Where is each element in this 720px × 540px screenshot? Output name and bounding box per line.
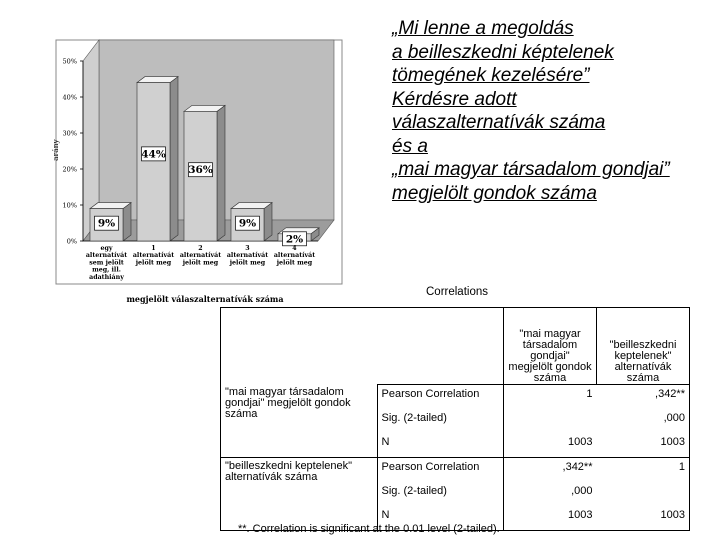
bar [137, 83, 170, 241]
table-cell: 1 [504, 384, 597, 409]
x-tick-label: jelölt meg [182, 259, 219, 267]
title-line: „mai magyar társadalom gondjai” [392, 159, 670, 180]
correlations-title: Correlations [426, 286, 488, 298]
table-cell [597, 482, 690, 506]
row-stat-label: Pearson Correlation [377, 457, 504, 482]
x-tick-label: jelölt meg [135, 259, 172, 267]
table-row [221, 457, 690, 482]
bar-side [264, 203, 272, 241]
title-line: „Mi lenne a megoldás [392, 18, 574, 39]
data-label: 9% [238, 217, 257, 230]
y-tick-label: 40% [62, 93, 77, 102]
bar-chart [0, 0, 390, 310]
x-tick-label: 3 [245, 245, 250, 252]
bar-side [217, 105, 225, 241]
title-line: a beilleszkedni képtelenek [392, 41, 614, 63]
y-tick-label: 30% [62, 129, 77, 138]
bar-side [123, 203, 131, 241]
title-line: tömegének kezelésére” [392, 65, 590, 86]
column-header: "mai magyar társadalom gondjai" megjelölt gondok száma [504, 308, 597, 385]
x-tick-label: 2 [198, 245, 203, 252]
table-cell: 1003 [504, 506, 597, 531]
bar-chart-svg [0, 0, 390, 310]
table-cell: 1003 [597, 433, 690, 458]
y-tick-label: 50% [62, 57, 77, 66]
title-line: válaszalternatívák száma [392, 112, 606, 133]
title-line: és a [392, 135, 428, 157]
x-tick-label: adathiány [89, 273, 124, 281]
x-tick-label: 1 [151, 245, 156, 252]
title-line: Kérdésre adott [392, 88, 517, 110]
title-line: megjelölt gondok száma [392, 182, 597, 204]
row-stat-label: Sig. (2-tailed) [381, 484, 447, 497]
table-row [221, 384, 690, 409]
y-axis-title: arány [51, 139, 60, 161]
row-stat-label: Pearson Correlation [377, 384, 504, 409]
x-tick-label: egy [100, 245, 113, 252]
y-tick-label: 20% [62, 165, 77, 174]
x-tick-label: alternatívát [179, 252, 222, 260]
corner-cell [221, 308, 378, 385]
x-tick-label: sem jelölt [89, 259, 124, 267]
table-cell: ,342** [597, 384, 690, 409]
table-cell: ,000 [597, 409, 690, 433]
row-stat-label: N [377, 433, 504, 458]
table-cell: ,342** [504, 457, 597, 482]
table-footnote: **. Correlation is significant at the 0.01 level (2-tailed). [238, 523, 500, 535]
y-tick-label: 0% [66, 237, 77, 246]
correlations-table [220, 307, 690, 531]
table-cell: ,000 [504, 482, 597, 506]
row-group-label: "mai magyar társadalom gondjai" megjelölt gondok száma [221, 384, 378, 457]
x-axis-title: megjelölt válaszalternatívák száma [126, 294, 284, 304]
x-tick-label: meg, ill. [92, 266, 121, 274]
data-label: 9% [97, 217, 116, 230]
corner-cell [377, 308, 504, 385]
header-row [221, 308, 690, 385]
data-label: 36% [188, 164, 213, 177]
row-group-label: "beilleszkedni keptelenek" alternatívák száma [221, 457, 378, 530]
x-tick-label: alternatívát [132, 252, 175, 260]
y-tick-label: 10% [62, 201, 77, 210]
x-tick-label: 4 [292, 245, 297, 252]
table-cell [504, 409, 597, 433]
table-cell: 1003 [504, 433, 597, 458]
data-label: 44% [141, 148, 166, 161]
x-tick-label: alternatívát [273, 252, 316, 260]
table-cell: 1003 [597, 506, 690, 531]
x-tick-label: alternatívát [226, 252, 269, 260]
slide-title [392, 17, 718, 205]
data-label: 2% [285, 233, 304, 246]
x-tick-label: alternatívát [85, 252, 128, 260]
x-tick-label: jelölt meg [276, 259, 313, 267]
row-stat-label: N [377, 506, 504, 531]
x-tick-label: jelölt meg [229, 259, 266, 267]
bar-side [170, 77, 178, 241]
column-header: "beilleszkedni keptelenek" alternatívák száma [597, 308, 690, 385]
row-stat-label: Sig. (2-tailed) [381, 411, 447, 424]
table-cell: 1 [597, 457, 690, 482]
